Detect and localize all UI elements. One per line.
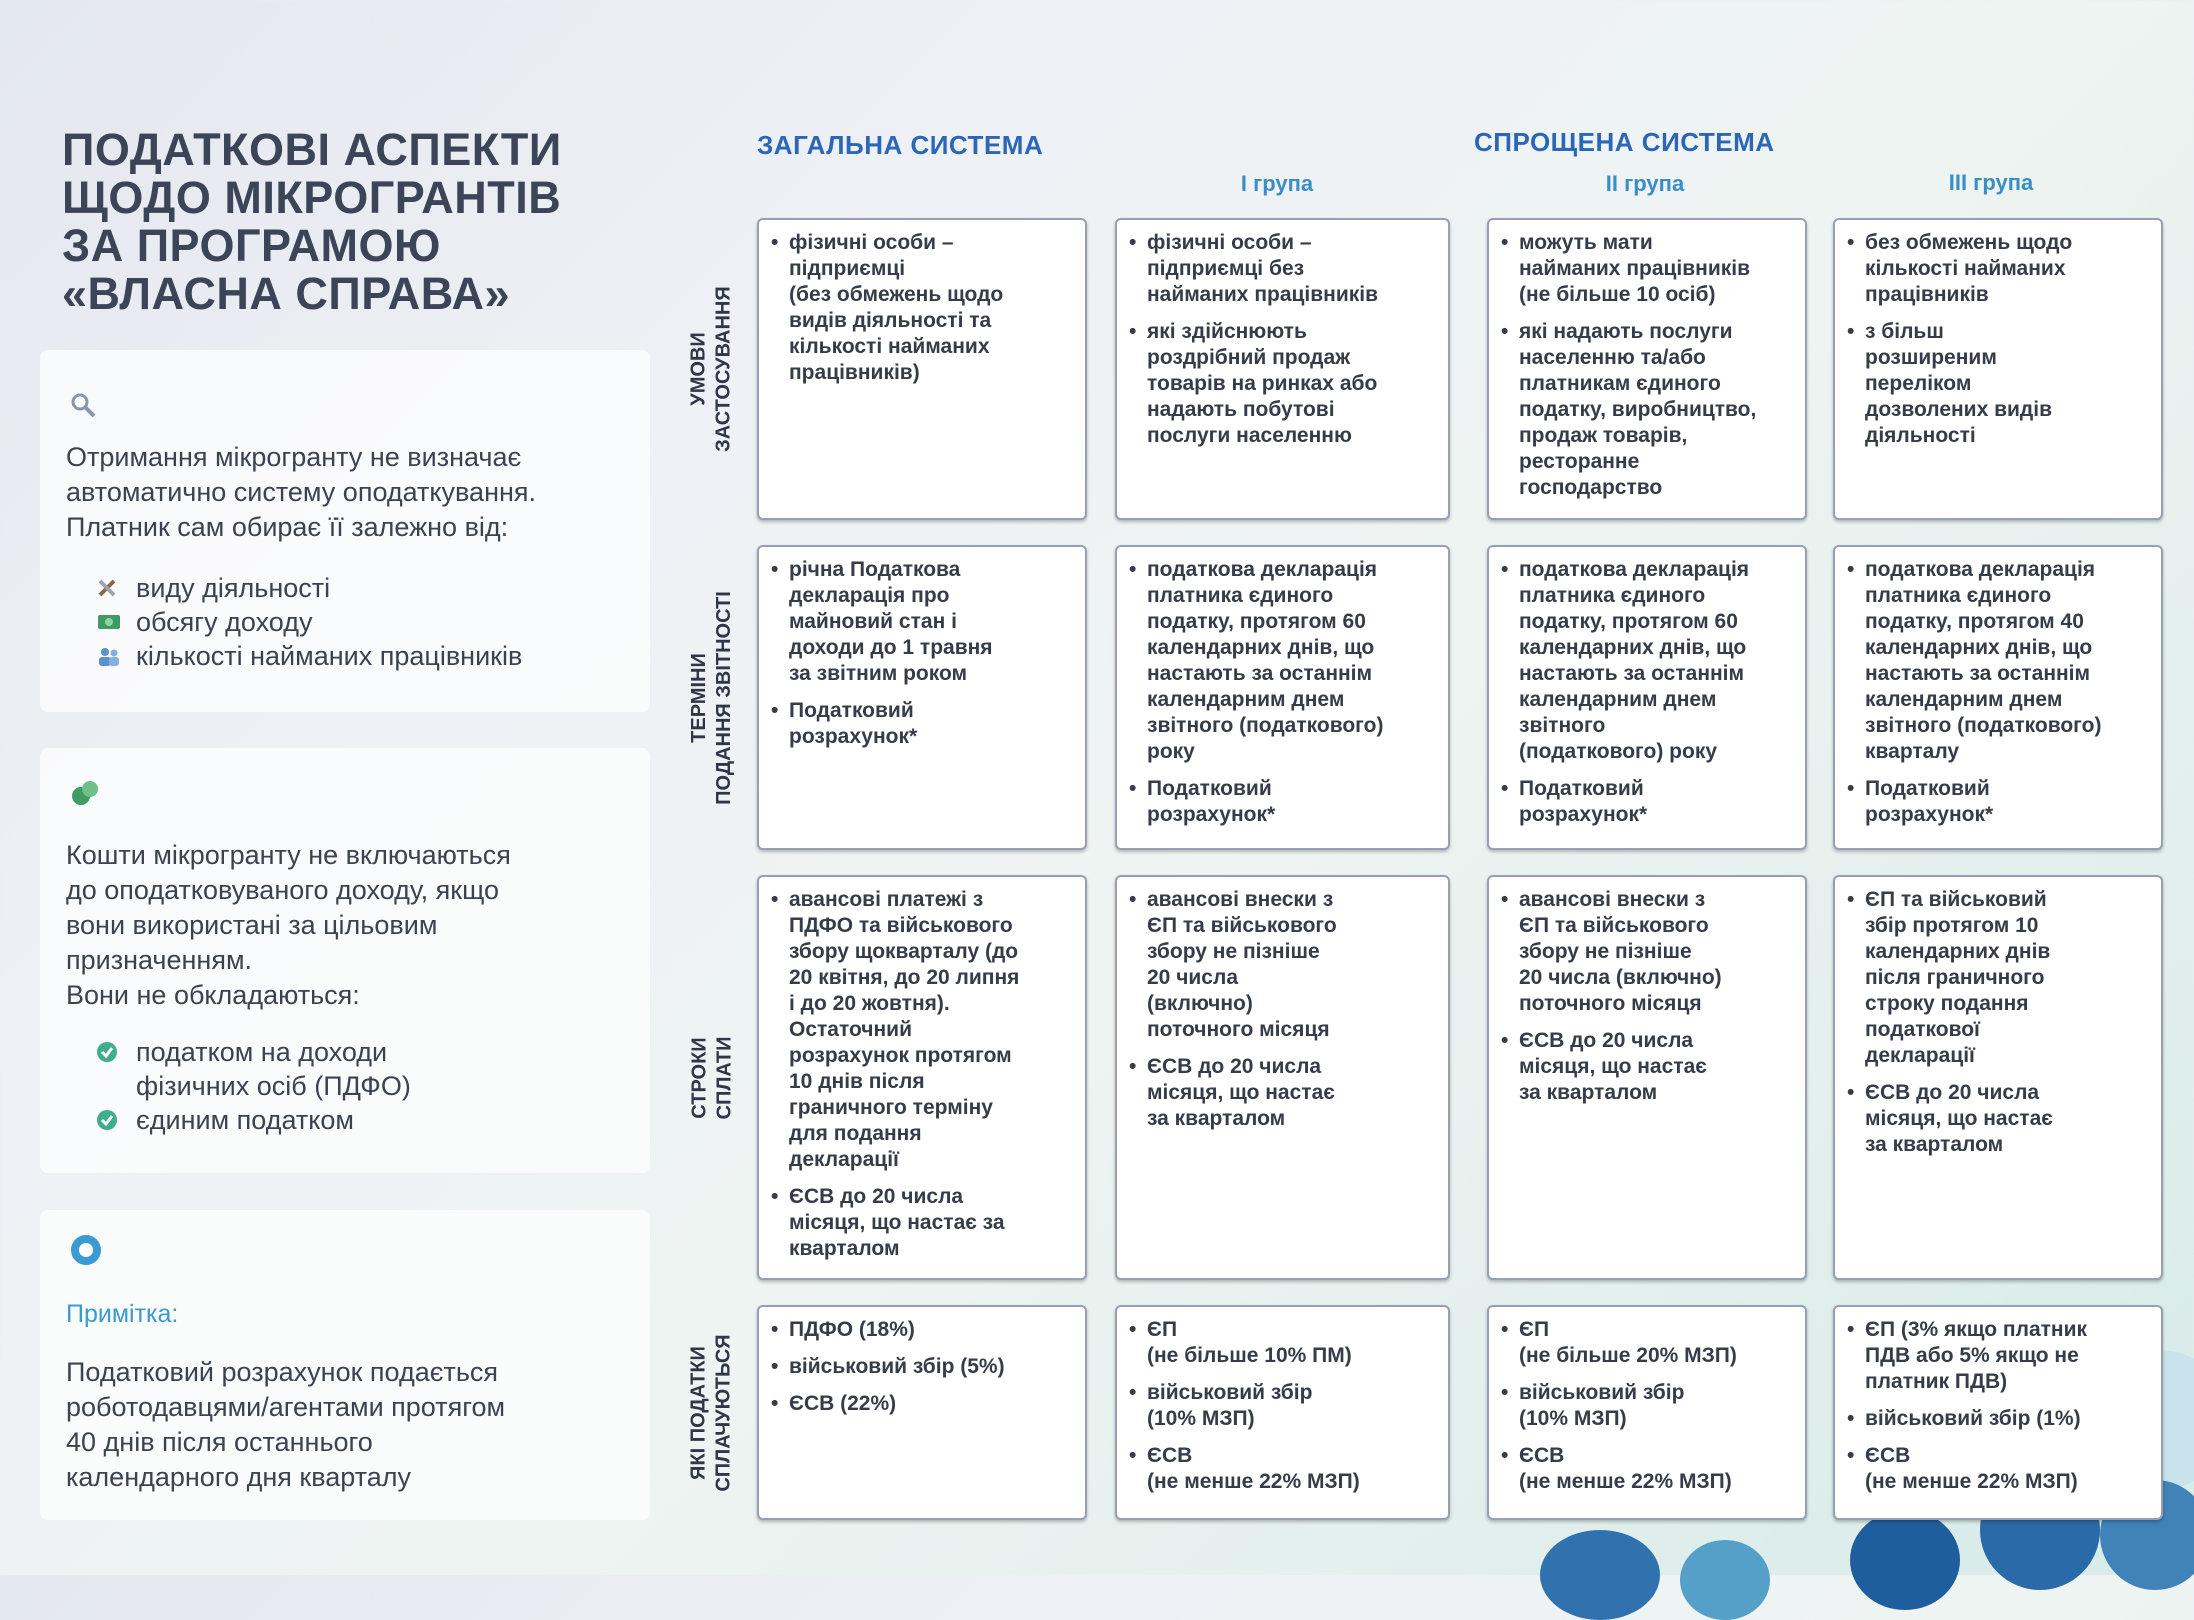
cell-text-line: настають за останнім [1865, 662, 2091, 685]
panel-text-line: автоматично систему оподаткування. [66, 477, 537, 507]
cell-text-line: (не більше 10% ПМ) [1147, 1344, 1352, 1367]
decor-circle [1680, 1540, 1770, 1620]
cell-text-line: (не менше 22% МЗП) [1147, 1470, 1360, 1493]
row-label-line: ПОДАННЯ ЗВІТНОСТІ [713, 590, 735, 805]
table-cell [1833, 1305, 2163, 1520]
table-cell [1115, 875, 1450, 1280]
cell-text-line: 10 днів після [789, 1070, 925, 1093]
cell-text-line: 20 квітня, до 20 липня [789, 966, 1020, 989]
coins-icon [68, 776, 104, 812]
list-item [769, 1391, 1077, 1417]
cell-text-line: розрахунок* [789, 725, 918, 748]
cell-text-line: • ЄСВ [1147, 1444, 1193, 1467]
cell-text-line: розширеним [1865, 346, 1997, 369]
cell-text-line: і до 20 жовтня). [789, 992, 950, 1015]
list-item [1127, 230, 1440, 308]
bullet-label: податком на доходи [136, 1037, 388, 1067]
cell-text-line: • фізичні особи – [789, 231, 954, 254]
cell-text-line: • ЄСВ [1865, 1444, 1911, 1467]
cell-text-line: платника єдиного [1147, 584, 1334, 607]
list-item [1127, 887, 1440, 1043]
decor-circle [1850, 1510, 1960, 1610]
cell-text-line: • ЄСВ до 20 числа [1147, 1055, 1322, 1078]
cell-text-line: податкової [1865, 1018, 1980, 1041]
list-item [1845, 319, 2153, 449]
cell-text-line: (не менше 22% МЗП) [1519, 1470, 1732, 1493]
panel-text-line: Отримання мікрогранту не визначає [66, 442, 522, 472]
table-cell [757, 545, 1087, 850]
cell-text-line: після граничного [1865, 966, 2045, 989]
info-panel-grant-taxation [40, 748, 650, 1173]
row-label-conditions [682, 218, 742, 520]
list-item [66, 605, 624, 639]
cell-text-line: надають побутові [1147, 398, 1335, 421]
cell-text-line: ПДФО та військового [789, 914, 1013, 937]
cell-text-line: продаж товарів, [1519, 424, 1688, 447]
cell-text-line: податку, протягом 60 [1519, 610, 1738, 633]
list-item [1127, 1443, 1440, 1495]
panel-text-line: роботодавцями/агентами протягом [66, 1392, 506, 1422]
cell-text-line: платник ПДВ) [1865, 1370, 2008, 1393]
tools-icon [96, 577, 122, 599]
cell-text-line: працівників) [789, 361, 920, 384]
cell-text-line: • можуть мати [1519, 231, 1653, 254]
table-cell [757, 875, 1087, 1280]
panel-text-line: 40 днів після останнього [66, 1427, 373, 1457]
title-line: ЗА ПРОГРАМОЮ [62, 220, 441, 271]
table-cell [1115, 545, 1450, 850]
table-cell [757, 1305, 1087, 1520]
cell-text-line: (не менше 22% МЗП) [1865, 1470, 2078, 1493]
panel-text-line: Кошти мікрогранту не включаються [66, 840, 511, 870]
cell-text-line: працівників [1865, 283, 1989, 306]
cell-text-line: місяця, що настає [1147, 1081, 1335, 1104]
cell-text-line: товарів на ринках або [1147, 372, 1378, 395]
cell-text-line: декларації [789, 1148, 899, 1171]
group-3-header: III група [1948, 170, 2034, 195]
list-item [1499, 1028, 1797, 1106]
cell-text-line: (10% МЗП) [1147, 1407, 1255, 1430]
panel-text-line: призначенням. [66, 945, 253, 975]
cell-text-line: звітного [1519, 714, 1606, 737]
cell-text-line: місяця, що настає [1865, 1107, 2053, 1130]
cell-text-line: • авансові платежі з [789, 888, 984, 911]
cell-text-line: • фізичні особи – [1147, 231, 1312, 254]
list-item [1127, 1380, 1440, 1432]
panel-text-line: до оподатковуваного доходу, якщо [66, 875, 500, 905]
list-item [769, 1354, 1077, 1380]
cell-text-line: • військовий збір (1%) [1865, 1407, 2081, 1430]
cell-text-line: • авансові внески з [1519, 888, 1706, 911]
cell-text-line: поточного місяця [1147, 1018, 1330, 1041]
list-item [769, 230, 1077, 386]
table-cell [1487, 545, 1807, 850]
cell-text-line: платника єдиного [1519, 584, 1706, 607]
cell-text-line: • ЄП (3% якщо платник [1865, 1318, 2088, 1341]
title-line: ПОДАТКОВІ АСПЕКТИ [62, 124, 562, 175]
cell-text-line: • військовий збір [1519, 1381, 1685, 1404]
row-label-line: УМОВИ [688, 332, 710, 406]
page-title [62, 126, 682, 318]
row-label-taxes [682, 1305, 742, 1520]
cell-text-line: за звітним роком [789, 662, 968, 685]
cell-text-line: переліком [1865, 372, 1972, 395]
cell-text-line: розрахунок* [1147, 803, 1276, 826]
cell-text-line: • податкова декларація [1519, 558, 1750, 581]
list-item [1499, 1443, 1797, 1495]
list-item [1127, 319, 1440, 449]
cell-text-line: • військовий збір (5%) [789, 1355, 1005, 1378]
cell-text-line: • авансові внески з [1147, 888, 1334, 911]
cell-text-line: майновий стан і [789, 610, 957, 633]
row-label-line: СТРОКИ [688, 1036, 711, 1119]
info-panel-system-choice [40, 350, 650, 712]
cell-text-line: розрахунок* [1519, 803, 1648, 826]
list-item [1499, 319, 1797, 501]
cell-text-line: підприємці без [1147, 257, 1305, 280]
table-cell [1487, 875, 1807, 1280]
cell-text-line: за кварталом [1147, 1107, 1286, 1130]
cell-text-line: за кварталом [1865, 1133, 2004, 1156]
cell-text-line: звітного (податкового) [1865, 714, 2102, 737]
cell-text-line: • ЄСВ [1519, 1444, 1565, 1467]
list-item [1499, 776, 1797, 828]
cell-text-line: найманих працівників [1519, 257, 1751, 280]
cell-text-line: Остаточний [789, 1018, 912, 1041]
cell-text-line: декларація про [789, 584, 950, 607]
panel-text-line: Платник сам обирає її залежно від: [66, 512, 509, 542]
cell-text-line: календарних днів, що [1865, 636, 2093, 659]
table-cell [1115, 1305, 1450, 1520]
list-item [1127, 776, 1440, 828]
cell-text-line: • Податковий [1865, 777, 1990, 800]
row-label-line: ТЕРМІНИ [688, 652, 710, 743]
cell-text-line: поточного місяця [1519, 992, 1702, 1015]
list-item [1845, 887, 2153, 1069]
cell-text-line: звітного (податкового) [1147, 714, 1384, 737]
cell-text-line: дозволених видів [1865, 398, 2053, 421]
cell-text-line: (не більше 10 осіб) [1519, 283, 1716, 306]
list-item [66, 639, 624, 673]
bullet-label: єдиним податком [136, 1105, 354, 1135]
cell-text-line: податку, протягом 60 [1147, 610, 1366, 633]
cell-text-line: податку, протягом 40 [1865, 610, 2084, 633]
group-1-header: I група [1240, 171, 1314, 196]
table-cell [1833, 218, 2163, 520]
cell-text-line: найманих працівників [1147, 283, 1379, 306]
cell-text-line: (включно) [1147, 992, 1253, 1015]
cell-text-line: • Податковий [1519, 777, 1644, 800]
cell-text-line: настають за останнім [1519, 662, 1745, 685]
row-label-reporting [682, 545, 742, 850]
money-icon [96, 611, 122, 633]
cell-text-line: (не більше 20% МЗП) [1519, 1344, 1737, 1367]
table-cell [1833, 875, 2163, 1280]
title-line: «ВЛАСНА СПРАВА» [62, 268, 511, 319]
check-icon [96, 1109, 122, 1131]
cell-text-line: діяльності [1865, 424, 1976, 447]
cell-text-line: ЄП та військового [1519, 914, 1709, 937]
cell-text-line: • військовий збір [1147, 1381, 1313, 1404]
cell-text-line: • з більш [1865, 320, 1944, 343]
cell-text-line: календарним днем [1519, 688, 1717, 711]
list-item [769, 1184, 1077, 1262]
cell-text-line: • податкова декларація [1147, 558, 1378, 581]
cell-text-line: населенню та/або [1519, 346, 1706, 369]
row-label-line: СПЛАЧУЮТЬСЯ [713, 1333, 735, 1492]
list-item [769, 1317, 1077, 1343]
list-item [769, 698, 1077, 750]
panel-text-line: Податковий розрахунок подається [66, 1357, 499, 1387]
check-icon [96, 1041, 122, 1063]
row-label-payment [682, 875, 742, 1280]
cell-text-line: кількості найманих [789, 335, 990, 358]
cell-text-line: кількості найманих [1865, 257, 2066, 280]
cell-text-line: • без обмежень щодо [1865, 231, 2073, 254]
cell-text-line: календарним днем [1865, 688, 2063, 711]
row-label-line: ЗАСТОСУВАННЯ [713, 286, 735, 452]
table-cell [757, 218, 1087, 520]
list-item [1845, 1443, 2153, 1495]
cell-text-line: ПДВ або 5% якщо не [1865, 1344, 2079, 1367]
cell-text-line: послуги населенню [1147, 424, 1352, 447]
cell-text-line: • податкова декларація [1865, 558, 2096, 581]
cell-text-line: граничного терміну [789, 1096, 993, 1119]
list-item [1499, 887, 1797, 1017]
cell-text-line: місяця, що настає за [789, 1211, 1005, 1234]
list-item [1845, 557, 2153, 765]
list-item [66, 1103, 624, 1137]
panel-text-line: календарного дня кварталу [66, 1462, 412, 1492]
bullet-label: фізичних осіб (ПДФО) [136, 1071, 411, 1101]
cell-text-line: • ЄП [1147, 1318, 1178, 1341]
panel-text-line: Вони не обкладаються: [66, 980, 360, 1010]
cell-text-line: (10% МЗП) [1519, 1407, 1627, 1430]
cell-text-line: • Податковий [789, 699, 914, 722]
cell-text-line: ЄП та військового [1147, 914, 1337, 937]
list-item [66, 571, 624, 605]
row-label-line: ЯКІ ПОДАТКИ [688, 1345, 710, 1480]
cell-text-line: • річна Податкова [789, 558, 961, 581]
cell-text-line: • ЄСВ до 20 числа [789, 1185, 964, 1208]
cell-text-line: календарних днів, що [1519, 636, 1747, 659]
cell-text-line: • Податковий [1147, 777, 1272, 800]
general-system-header: ЗАГАЛЬНА СИСТЕМА [757, 130, 1044, 160]
cell-text-line: декларації [1865, 1044, 1975, 1067]
table-cell [1115, 218, 1450, 520]
list-item [1845, 1080, 2153, 1158]
cell-text-line: збору не пізніше [1147, 940, 1320, 963]
cell-text-line: розрахунок протягом [789, 1044, 1012, 1067]
list-item [1499, 230, 1797, 308]
cell-text-line: • які надають послуги [1519, 320, 1733, 343]
list-item [769, 557, 1077, 687]
cell-text-line: кварталом [789, 1237, 900, 1260]
list-item [1845, 1406, 2153, 1432]
list-item [769, 887, 1077, 1173]
list-item [1845, 230, 2153, 308]
cell-text-line: • ЄСВ (22%) [789, 1392, 897, 1415]
cell-text-line: доходи до 1 травня [789, 636, 993, 659]
list-item [1127, 1317, 1440, 1369]
cell-text-line: (без обмежень щодо [789, 283, 1004, 306]
row-label-line: СПЛАТИ [713, 1036, 736, 1119]
cell-text-line: господарство [1519, 476, 1663, 499]
cell-text-line: • ЄСВ до 20 числа [1865, 1081, 2040, 1104]
badge-icon [68, 1232, 104, 1268]
cell-text-line: податку, виробництво, [1519, 398, 1757, 421]
cell-text-line: видів діяльності та [789, 309, 992, 332]
cell-text-line: кварталу [1865, 740, 1960, 763]
cell-text-line: строку подання [1865, 992, 2029, 1015]
cell-text-line: • ЄП та військовий [1865, 888, 2047, 911]
list-item [1845, 1317, 2153, 1395]
group-2-header: II група [1605, 171, 1685, 196]
decor-circle [1540, 1530, 1660, 1620]
cell-text-line: за кварталом [1519, 1081, 1658, 1104]
table-cell [1833, 545, 2163, 850]
cell-text-line: 20 числа (включно) [1519, 966, 1722, 989]
cell-text-line: • ЄСВ до 20 числа [1519, 1029, 1694, 1052]
table-cell [1487, 218, 1807, 520]
cell-text-line: підприємці [789, 257, 906, 280]
cell-text-line: • які здійснюють [1147, 320, 1307, 343]
cell-text-line: календарних днів [1865, 940, 2051, 963]
list-item [1499, 557, 1797, 765]
list-item [1499, 1317, 1797, 1369]
cell-text-line: ресторанне [1519, 450, 1640, 473]
list-item [1127, 1054, 1440, 1132]
list-item [1127, 557, 1440, 765]
note-label: Примітка: [66, 1300, 179, 1328]
cell-text-line: календарним днем [1147, 688, 1345, 711]
simplified-system-header: СПРОЩЕНА СИСТЕМА [1474, 127, 1775, 157]
cell-text-line: місяця, що настає [1519, 1055, 1707, 1078]
cell-text-line: року [1147, 740, 1195, 763]
cell-text-line: платника єдиного [1865, 584, 2052, 607]
list-item [1499, 1380, 1797, 1432]
cell-text-line: платникам єдиного [1519, 372, 1721, 395]
cell-text-line: збір протягом 10 [1865, 914, 2039, 937]
bullet-label: виду діяльності [136, 573, 331, 603]
cell-text-line: 20 числа [1147, 966, 1238, 989]
cell-text-line: • ПДФО (18%) [789, 1318, 915, 1341]
cell-text-line: збору не пізніше [1519, 940, 1692, 963]
magnifier-icon [68, 390, 98, 420]
cell-text-line: • ЄП [1519, 1318, 1550, 1341]
panel-text-line: вони використані за цільовим [66, 910, 438, 940]
cell-text-line: календарних днів, що [1147, 636, 1375, 659]
info-panel-note [40, 1210, 650, 1520]
cell-text-line: (податкового) року [1519, 740, 1718, 763]
title-line: ЩОДО МІКРОГРАНТІВ [62, 172, 562, 223]
bullet-label: кількості найманих працівників [136, 641, 523, 671]
people-icon [96, 645, 122, 667]
list-item [66, 1035, 624, 1103]
cell-text-line: збору щокварталу (до [789, 940, 1019, 963]
cell-text-line: настають за останнім [1147, 662, 1373, 685]
cell-text-line: роздрібний продаж [1147, 346, 1351, 369]
cell-text-line: для подання [789, 1122, 922, 1145]
list-item [1845, 776, 2153, 828]
cell-text-line: розрахунок* [1865, 803, 1994, 826]
bullet-label: обсягу доходу [136, 607, 313, 637]
table-cell [1487, 1305, 1807, 1520]
